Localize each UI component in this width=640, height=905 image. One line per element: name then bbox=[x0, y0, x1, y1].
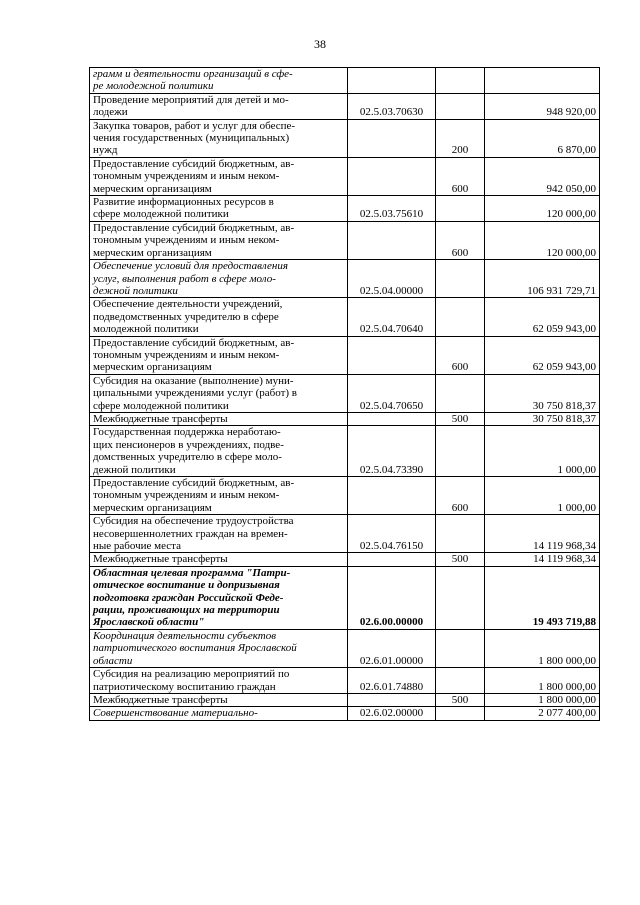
table-row bbox=[90, 374, 600, 412]
row-name-cell bbox=[90, 221, 348, 259]
row-name-cell bbox=[90, 668, 348, 694]
table-row bbox=[90, 157, 600, 195]
table-row bbox=[90, 668, 600, 694]
row-type-cell bbox=[436, 668, 485, 694]
row-name-line: Субсидия на реализацию мероприятий по bbox=[93, 668, 290, 681]
row-name-line: несовершеннолетних граждан на времен- bbox=[93, 527, 288, 540]
row-type-cell: 500 bbox=[436, 693, 485, 706]
budget-table-body bbox=[90, 68, 600, 721]
row-type-cell bbox=[436, 707, 485, 720]
row-code-cell bbox=[348, 553, 436, 566]
row-name-cell bbox=[90, 412, 348, 425]
row-amount-cell: 2 077 400,00 bbox=[485, 707, 600, 720]
row-code-cell: 02.5.04.00000 bbox=[348, 260, 436, 298]
row-amount-cell: 14 119 968,34 bbox=[485, 515, 600, 553]
row-name-line: Закупка товаров, работ и услуг для обеспе- bbox=[93, 119, 296, 132]
row-type-cell: 600 bbox=[436, 477, 485, 515]
row-name-line: Субсидия на оказание (выполнение) муни- bbox=[93, 374, 294, 387]
row-name-cell bbox=[90, 426, 348, 477]
row-amount-cell: 1 800 000,00 bbox=[485, 668, 600, 694]
row-type-cell: 500 bbox=[436, 553, 485, 566]
row-name-cell bbox=[90, 336, 348, 374]
row-name-cell bbox=[90, 553, 348, 566]
row-name-line: молодежной политики bbox=[93, 323, 199, 336]
row-name-line: мерческим организациям bbox=[93, 246, 212, 259]
row-amount-cell: 1 800 000,00 bbox=[485, 693, 600, 706]
row-type-cell: 500 bbox=[436, 412, 485, 425]
row-name-cell bbox=[90, 477, 348, 515]
row-name-line: патриотическому воспитанию граждан bbox=[93, 680, 276, 693]
table-row bbox=[90, 119, 600, 157]
row-code-cell bbox=[348, 221, 436, 259]
row-code-cell: 02.5.03.75610 bbox=[348, 196, 436, 222]
table-row bbox=[90, 93, 600, 119]
row-name-line: ципальными учреждениями услуг (работ) в bbox=[93, 387, 297, 400]
row-type-cell bbox=[436, 298, 485, 336]
row-name-cell bbox=[90, 93, 348, 119]
page-number: 38 bbox=[314, 37, 326, 51]
row-code-cell: 02.5.04.70640 bbox=[348, 298, 436, 336]
row-amount-cell: 6 870,00 bbox=[485, 119, 600, 157]
row-code-cell bbox=[348, 68, 436, 94]
row-name-line: Координация деятельности субъектов bbox=[93, 629, 276, 642]
row-name-cell bbox=[90, 374, 348, 412]
row-name-cell bbox=[90, 157, 348, 195]
row-amount-cell bbox=[485, 68, 600, 94]
row-amount-cell: 942 050,00 bbox=[485, 157, 600, 195]
row-amount-cell: 120 000,00 bbox=[485, 196, 600, 222]
table-row bbox=[90, 221, 600, 259]
row-code-cell: 02.5.03.70630 bbox=[348, 93, 436, 119]
row-name-line: Предоставление субсидий бюджетным, ав- bbox=[93, 477, 295, 489]
row-code-cell: 02.6.02.00000 bbox=[348, 707, 436, 720]
row-name-cell bbox=[90, 707, 348, 720]
row-code-cell: 02.6.01.00000 bbox=[348, 629, 436, 667]
row-code-cell bbox=[348, 412, 436, 425]
row-name-cell bbox=[90, 260, 348, 298]
row-type-cell bbox=[436, 426, 485, 477]
row-name-cell bbox=[90, 629, 348, 667]
row-name-cell bbox=[90, 566, 348, 629]
row-name-line: Межбюджетные трансферты bbox=[93, 693, 228, 706]
row-name-line: Предоставление субсидий бюджетным, ав- bbox=[93, 336, 295, 349]
table-row bbox=[90, 566, 600, 629]
row-type-cell: 600 bbox=[436, 221, 485, 259]
row-amount-cell: 1 000,00 bbox=[485, 477, 600, 515]
row-type-cell bbox=[436, 196, 485, 222]
row-name-line: домственных учредителю в сфере моло- bbox=[93, 451, 282, 464]
row-type-cell bbox=[436, 93, 485, 119]
row-name-line: рации, проживающих на территории bbox=[93, 604, 280, 617]
table-row bbox=[90, 196, 600, 222]
row-name-line: дежной политики bbox=[93, 463, 176, 476]
row-name-line: чения государственных (муниципальных) bbox=[93, 132, 290, 145]
row-code-cell bbox=[348, 336, 436, 374]
row-name-line: Субсидия на обеспечение трудоустройства bbox=[93, 515, 294, 528]
table-row bbox=[90, 477, 600, 515]
row-code-cell: 02.5.04.76150 bbox=[348, 515, 436, 553]
row-code-cell bbox=[348, 693, 436, 706]
row-name-line: услуг, выполнения работ в сфере моло- bbox=[93, 272, 276, 285]
row-name-line: тономным учреждениям и иным неком- bbox=[93, 348, 280, 361]
row-code-cell: 02.6.01.74880 bbox=[348, 668, 436, 694]
table-row bbox=[90, 412, 600, 425]
row-name-line: лодежи bbox=[93, 106, 128, 119]
row-name-cell bbox=[90, 693, 348, 706]
row-name-line: Проведение мероприятий для детей и мо- bbox=[93, 93, 289, 106]
row-name-line: Развитие информационных ресурсов в bbox=[93, 196, 274, 209]
row-amount-cell: 62 059 943,00 bbox=[485, 298, 600, 336]
row-name-line: Обеспечение условий для предоставления bbox=[93, 260, 288, 273]
row-name-cell bbox=[90, 68, 348, 94]
row-name-line: сфере молодежной политики bbox=[93, 399, 229, 412]
row-type-cell bbox=[436, 566, 485, 629]
row-name-line: Обеспечение деятельности учреждений, bbox=[93, 298, 283, 311]
row-name-line: дежной политики bbox=[93, 284, 178, 297]
row-name-line: щих пенсионеров в учреждениях, подве- bbox=[93, 438, 284, 451]
row-name-line: ные рабочие места bbox=[93, 540, 181, 553]
row-amount-cell: 14 119 968,34 bbox=[485, 553, 600, 566]
row-amount-cell: 30 750 818,37 bbox=[485, 374, 600, 412]
row-type-cell bbox=[436, 629, 485, 667]
row-name-line: тономным учреждениям и иным неком- bbox=[93, 489, 280, 502]
row-name-line: тономным учреждениям и иным неком- bbox=[93, 234, 280, 247]
row-code-cell: 02.5.04.70650 bbox=[348, 374, 436, 412]
table-row bbox=[90, 553, 600, 566]
table-row bbox=[90, 336, 600, 374]
table-row bbox=[90, 260, 600, 298]
row-name-line: мерческим организациям bbox=[93, 182, 212, 195]
row-name-line: Межбюджетные трансферты bbox=[93, 553, 228, 566]
row-type-cell: 200 bbox=[436, 119, 485, 157]
row-code-cell bbox=[348, 119, 436, 157]
row-name-line: тономным учреждениям и иным неком- bbox=[93, 170, 280, 183]
row-name-cell bbox=[90, 298, 348, 336]
table-row bbox=[90, 426, 600, 477]
row-type-cell bbox=[436, 260, 485, 298]
row-name-line: нужд bbox=[93, 144, 118, 157]
row-type-cell bbox=[436, 68, 485, 94]
table-row bbox=[90, 68, 600, 94]
budget-table bbox=[89, 67, 600, 721]
row-name-line: Предоставление субсидий бюджетным, ав- bbox=[93, 221, 295, 234]
row-type-cell bbox=[436, 515, 485, 553]
row-type-cell: 600 bbox=[436, 336, 485, 374]
row-name-line: Совершенствование материально- bbox=[93, 707, 258, 720]
row-amount-cell: 1 000,00 bbox=[485, 426, 600, 477]
row-code-cell: 02.5.04.73390 bbox=[348, 426, 436, 477]
row-amount-cell: 120 000,00 bbox=[485, 221, 600, 259]
row-name-cell bbox=[90, 515, 348, 553]
row-name-line: мерческим организациям bbox=[93, 501, 212, 514]
table-row bbox=[90, 693, 600, 706]
table-row bbox=[90, 629, 600, 667]
row-name-line: Государственная поддержка неработаю- bbox=[93, 426, 281, 439]
row-amount-cell: 30 750 818,37 bbox=[485, 412, 600, 425]
row-amount-cell: 62 059 943,00 bbox=[485, 336, 600, 374]
row-name-line: патриотического воспитания Ярославской bbox=[93, 642, 297, 655]
row-type-cell bbox=[436, 374, 485, 412]
row-code-cell bbox=[348, 157, 436, 195]
row-name-line: мерческим организациям bbox=[93, 361, 212, 374]
row-amount-cell: 948 920,00 bbox=[485, 93, 600, 119]
row-name-line: Ярославской области" bbox=[93, 616, 205, 629]
row-type-cell: 600 bbox=[436, 157, 485, 195]
row-name-line: отическое воспитание и допризывная bbox=[93, 579, 280, 592]
row-name-line: области bbox=[93, 654, 133, 667]
row-code-cell: 02.6.00.00000 bbox=[348, 566, 436, 629]
row-name-line: подведомственных учредителю в сфере bbox=[93, 310, 279, 323]
row-name-cell bbox=[90, 196, 348, 222]
row-name-line: Предоставление субсидий бюджетным, ав- bbox=[93, 157, 295, 170]
row-name-line: сфере молодежной политики bbox=[93, 208, 229, 221]
row-name-line: подготовка граждан Российской Феде- bbox=[93, 591, 284, 604]
row-code-cell bbox=[348, 477, 436, 515]
table-row bbox=[90, 298, 600, 336]
table-row bbox=[90, 707, 600, 720]
row-name-line: Межбюджетные трансферты bbox=[93, 412, 228, 425]
row-name-line: грамм и деятельности организаций в сфе- bbox=[93, 68, 293, 80]
table-row bbox=[90, 515, 600, 553]
row-name-line: ре молодежной политики bbox=[93, 80, 214, 93]
row-name-line: Областная целевая программа "Патри- bbox=[93, 566, 291, 579]
row-name-cell bbox=[90, 119, 348, 157]
row-amount-cell: 106 931 729,71 bbox=[485, 260, 600, 298]
row-amount-cell: 19 493 719,88 bbox=[485, 566, 600, 629]
row-amount-cell: 1 800 000,00 bbox=[485, 629, 600, 667]
